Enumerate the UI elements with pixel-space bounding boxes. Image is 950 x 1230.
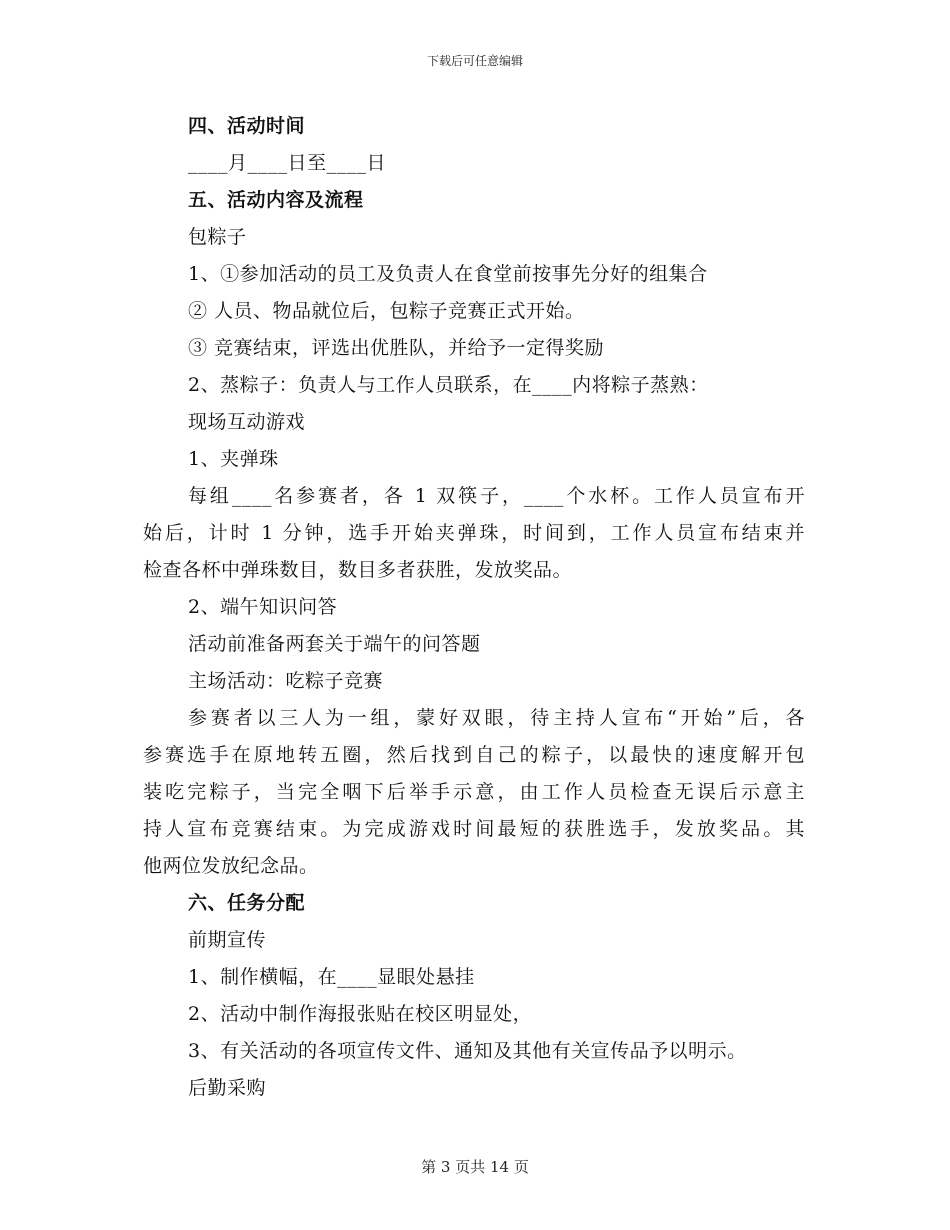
paragraph-line: ③ 竞赛结束，评选出优胜队，并给予一定得奖励	[188, 337, 605, 359]
paragraph-line: 1、①参加活动的员工及负责人在食堂前按事先分好的组集合	[188, 263, 708, 285]
subheading-promotion: 前期宣传	[188, 929, 267, 951]
paragraph-line: 每组____名参赛者，各 1 双筷子，____个水杯。工作人员宣布开	[188, 485, 805, 507]
subheading-marbles: 1、夹弹珠	[188, 448, 279, 470]
paragraph-line: 他两位发放纪念品。	[143, 855, 319, 877]
paragraph-line: 参赛者以三人为一组，蒙好双眼，待主持人宣布“开始”后，各	[188, 707, 805, 729]
section-heading-activity-content: 五、活动内容及流程	[188, 189, 364, 211]
paragraph-line: 持人宣布竞赛结束。为完成游戏时间最短的获胜选手，发放奖品。其	[143, 818, 805, 840]
subheading-main-event: 主场活动：吃粽子竞赛	[188, 670, 384, 692]
subheading-logistics: 后勤采购	[188, 1077, 267, 1099]
paragraph-line: 1、制作横幅，在____显眼处悬挂	[188, 966, 475, 988]
subheading-quiz: 2、端午知识问答	[188, 596, 338, 618]
date-range-line: ____月____日至____日	[188, 152, 387, 174]
paragraph-line: 2、活动中制作海报张贴在校区明显处，	[188, 1003, 533, 1025]
paragraph-line: 始后，计时 1 分钟，选手开始夹弹珠，时间到，工作人员宣布结束并	[143, 522, 805, 544]
section-heading-task-assignment: 六、任务分配	[188, 892, 306, 914]
page-header-note: 下载后可任意编辑	[426, 54, 523, 68]
subheading-interactive-games: 现场互动游戏	[188, 411, 306, 433]
document-body	[143, 108, 805, 1107]
paragraph-line: 2、蒸粽子：负责人与工作人员联系，在____内将粽子蒸熟：	[188, 374, 709, 396]
paragraph-line: 活动前准备两套关于端午的问答题	[188, 633, 481, 655]
paragraph-line: 参赛选手在原地转五圈，然后找到自己的粽子，以最快的速度解开包	[143, 744, 805, 766]
section-heading-activity-time: 四、活动时间	[188, 115, 306, 137]
paragraph-line: 3、有关活动的各项宣传文件、通知及其他有关宣传品予以明示。	[188, 1040, 747, 1062]
paragraph-line: 装吃完粽子，当完全咽下后举手示意，由工作人员检查无误后示意主	[143, 781, 805, 803]
paragraph-line: ② 人员、物品就位后，包粽子竞赛正式开始。	[188, 300, 585, 322]
paragraph-line: 检查各杯中弹珠数目，数目多者获胜，发放奖品。	[143, 559, 573, 581]
page-number-footer: 第 3 页共 14 页	[421, 1158, 529, 1176]
subheading-wrap-zongzi: 包粽子	[188, 226, 247, 248]
